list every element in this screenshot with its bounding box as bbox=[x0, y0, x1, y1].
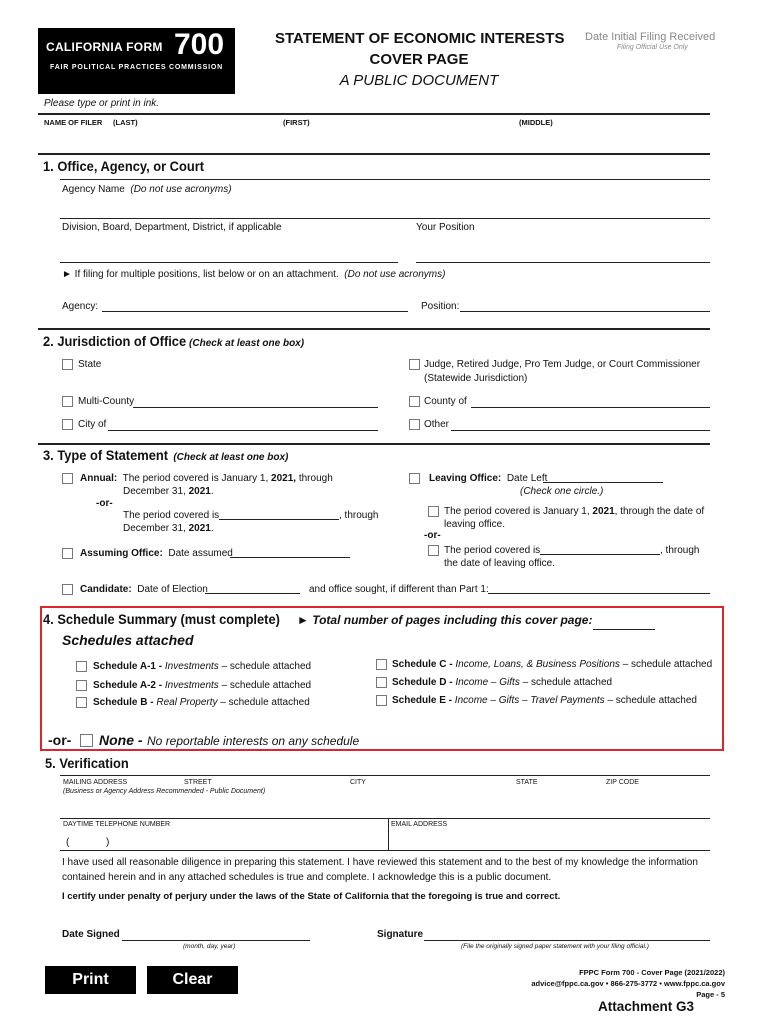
state-label: State bbox=[78, 359, 102, 370]
underline bbox=[60, 218, 710, 219]
division-field[interactable] bbox=[60, 262, 398, 263]
underline bbox=[60, 179, 710, 180]
divider bbox=[38, 443, 710, 445]
leave-option-2-through: , through bbox=[660, 545, 700, 556]
last-name-label: (LAST) bbox=[113, 118, 138, 127]
city-checkbox[interactable] bbox=[62, 419, 73, 430]
clear-button[interactable]: Clear bbox=[147, 966, 238, 994]
position-field[interactable] bbox=[416, 262, 710, 263]
phone-paren-open: ( bbox=[66, 837, 70, 848]
annual-text: Annual: The period covered is January 1, 2021, through bbox=[80, 473, 333, 484]
phone-line bbox=[60, 818, 710, 819]
candidate-checkbox[interactable] bbox=[62, 584, 73, 595]
phone-field[interactable] bbox=[115, 833, 380, 849]
form-badge bbox=[38, 28, 235, 94]
assuming-office-text: Assuming Office: Date assumed bbox=[80, 548, 233, 559]
annual-checkbox[interactable] bbox=[62, 473, 73, 484]
agency-field[interactable] bbox=[102, 311, 408, 312]
election-date-field[interactable] bbox=[205, 593, 300, 594]
contact-info: advice@fppc.ca.gov • 866-275-3772 • www.fppc.ca.gov bbox=[531, 979, 725, 988]
annual-december: December 31, 2021. bbox=[123, 486, 214, 497]
section-4-heading: 4. Schedule Summary (must complete) bbox=[43, 611, 280, 627]
other-label: Other bbox=[424, 419, 450, 430]
page-number: Page - 5 bbox=[696, 990, 725, 999]
position-label: Position: bbox=[421, 301, 460, 312]
leave-option-1-checkbox[interactable] bbox=[428, 506, 439, 517]
multi-county-field[interactable] bbox=[133, 407, 378, 408]
schedule-a1-checkbox[interactable] bbox=[76, 661, 87, 672]
period-december: December 31, 2021. bbox=[123, 523, 214, 534]
total-pages-field[interactable] bbox=[593, 629, 655, 630]
city-label: CITY bbox=[350, 779, 366, 786]
divider bbox=[38, 153, 710, 155]
judge-label: Judge, Retired Judge, Pro Tem Judge, or Court Commissioner bbox=[424, 359, 701, 370]
schedule-d-checkbox[interactable] bbox=[376, 677, 387, 688]
filer-name-field[interactable] bbox=[44, 130, 710, 150]
agency-label: Agency: bbox=[62, 301, 99, 312]
none-checkbox[interactable] bbox=[80, 734, 93, 747]
address-line[interactable] bbox=[60, 775, 710, 776]
schedules-attached-label: Schedules attached bbox=[62, 632, 194, 648]
schedule-a2-label: Schedule A-2 - Investments – schedule attached bbox=[93, 680, 312, 691]
date-signed-field[interactable] bbox=[122, 940, 310, 941]
perjury-certification: I certify under penalty of perjury under the laws of the State of California that the foregoing is true and correct. bbox=[62, 891, 561, 902]
phone-paren-close: ) bbox=[106, 837, 110, 848]
schedule-a1-label: Schedule A-1 - Investments – schedule attached bbox=[93, 661, 312, 672]
official-use-label: Filing Official Use Only bbox=[617, 44, 688, 51]
divider bbox=[38, 113, 710, 115]
form-title: STATEMENT OF ECONOMIC INTERESTS bbox=[275, 30, 565, 47]
form-number: 700 bbox=[174, 28, 225, 61]
your-position-label: Your Position bbox=[416, 222, 475, 233]
leaving-office-checkbox[interactable] bbox=[409, 473, 420, 484]
schedule-e-label: Schedule E - Income – Gifts – Travel Payments – schedule attached bbox=[392, 695, 697, 706]
phone-bottom bbox=[60, 850, 710, 851]
check-one-circle: (Check one circle.) bbox=[520, 486, 604, 497]
email-label: EMAIL ADDRESS bbox=[391, 821, 448, 828]
leave-option-2-checkbox[interactable] bbox=[428, 545, 439, 556]
multiple-positions-note: ► If filing for multiple positions, list below or on an attachment. (Do not use acronyms) bbox=[62, 269, 446, 280]
attachment-label: Attachment G3 bbox=[598, 999, 695, 1014]
total-pages-label: ► Total number of pages including this cover page: bbox=[297, 613, 593, 627]
filing-received-label: Date Initial Filing Received bbox=[585, 31, 716, 43]
zip-label: ZIP CODE bbox=[606, 779, 639, 786]
divider bbox=[38, 328, 710, 330]
agency-name-label: Agency Name (Do not use acronyms) bbox=[62, 184, 232, 195]
period-covered-text: The period covered is bbox=[123, 510, 220, 521]
assuming-office-checkbox[interactable] bbox=[62, 548, 73, 559]
candidate-text: Candidate: Date of Election bbox=[80, 584, 208, 595]
schedule-b-label: Schedule B - Real Property – schedule attached bbox=[93, 697, 310, 708]
schedule-c-checkbox[interactable] bbox=[376, 659, 387, 670]
street-label: STREET bbox=[184, 779, 212, 786]
annual-or: -or- bbox=[96, 498, 113, 509]
state-checkbox[interactable] bbox=[62, 359, 73, 370]
period-through: , through bbox=[339, 510, 379, 521]
date-assumed-field[interactable] bbox=[230, 557, 350, 558]
leave-option-2-cont: the date of leaving office. bbox=[444, 558, 556, 569]
statewide-jurisdiction-label: (Statewide Jurisdiction) bbox=[424, 373, 528, 384]
ink-instruction: Please type or print in ink. bbox=[44, 98, 160, 109]
other-field[interactable] bbox=[451, 430, 710, 431]
period-start-date[interactable] bbox=[219, 519, 339, 520]
middle-name-label: (MIDDLE) bbox=[519, 118, 553, 127]
leave-period-date[interactable] bbox=[540, 554, 660, 555]
division-label: Division, Board, Department, District, if applicable bbox=[62, 222, 282, 233]
date-format-hint: (month, day, year) bbox=[183, 943, 236, 950]
multi-county-checkbox[interactable] bbox=[62, 396, 73, 407]
agency-name-field[interactable] bbox=[62, 198, 710, 216]
schedule-d-label: Schedule D - Income – Gifts – schedule attached bbox=[392, 677, 613, 688]
schedule-c-label: Schedule C - Income, Loans, & Business Positions – schedule attached bbox=[392, 659, 713, 670]
public-document-label: A PUBLIC DOCUMENT bbox=[339, 72, 499, 89]
leave-option-1-text: The period covered is January 1, 2021, through the date of bbox=[444, 506, 705, 517]
mailing-address-label: MAILING ADDRESS bbox=[63, 779, 128, 786]
schedule-b-checkbox[interactable] bbox=[76, 697, 87, 708]
signature-label: Signature bbox=[377, 929, 424, 940]
state-label: STATE bbox=[516, 779, 538, 786]
email-field[interactable] bbox=[392, 833, 708, 849]
schedule-e-checkbox[interactable] bbox=[376, 695, 387, 706]
leaving-office-text: Leaving Office: Date Left bbox=[429, 473, 548, 484]
section-5-heading: 5. Verification bbox=[45, 755, 129, 771]
none-or-label: -or- bbox=[48, 732, 72, 748]
county-of-label: County of bbox=[424, 396, 467, 407]
section-1-heading: 1. Office, Agency, or Court bbox=[43, 158, 205, 174]
signature-field[interactable] bbox=[424, 940, 710, 941]
county-field[interactable] bbox=[471, 407, 710, 408]
phone-email-divider bbox=[388, 818, 389, 850]
position-extra-field[interactable] bbox=[460, 311, 710, 312]
leave-option-1-cont: leaving office. bbox=[444, 519, 505, 530]
section-3-heading: 3. Type of Statement (Check at least one box) bbox=[43, 447, 289, 463]
office-sought-field[interactable] bbox=[488, 593, 710, 594]
form-name: CALIFORNIA FORM bbox=[46, 40, 163, 54]
leave-option-2-text: The period covered is bbox=[444, 545, 541, 556]
date-signed-label: Date Signed bbox=[62, 929, 120, 940]
none-label: None - No reportable interests on any schedule bbox=[99, 732, 360, 748]
address-note: (Business or Agency Address Recommended - Public Document) bbox=[63, 788, 266, 795]
leave-or: -or- bbox=[424, 530, 441, 541]
diligence-statement: I have used all reasonable diligence in preparing this statement. I have reviewed this statement and to the best of my knowledge the information contained herein and in any attached schedules is true and complete. I acknowledge this is a public document. bbox=[62, 857, 698, 883]
form-subtitle: COVER PAGE bbox=[369, 51, 469, 68]
schedule-a2-checkbox[interactable] bbox=[76, 680, 87, 691]
section-2-heading: 2. Jurisdiction of Office (Check at least one box) bbox=[43, 333, 305, 349]
print-button[interactable]: Print bbox=[45, 966, 136, 994]
name-of-filer-label: NAME OF FILER bbox=[44, 118, 103, 127]
judge-checkbox[interactable] bbox=[409, 359, 420, 370]
office-sought-label: and office sought, if different than Part 1: bbox=[309, 584, 489, 595]
county-checkbox[interactable] bbox=[409, 396, 420, 407]
first-name-label: (FIRST) bbox=[283, 118, 310, 127]
city-field[interactable] bbox=[108, 430, 378, 431]
date-left-field[interactable] bbox=[543, 482, 663, 483]
multi-county-label: Multi-County bbox=[78, 396, 135, 407]
form-info: FPPC Form 700 - Cover Page (2021/2022) bbox=[579, 968, 725, 977]
phone-label: DAYTIME TELEPHONE NUMBER bbox=[63, 821, 171, 828]
signature-note: (File the originally signed paper statement with your filing official.) bbox=[461, 943, 649, 950]
other-checkbox[interactable] bbox=[409, 419, 420, 430]
city-of-label: City of bbox=[78, 419, 107, 430]
commission-name: FAIR POLITICAL PRACTICES COMMISSION bbox=[50, 64, 223, 71]
